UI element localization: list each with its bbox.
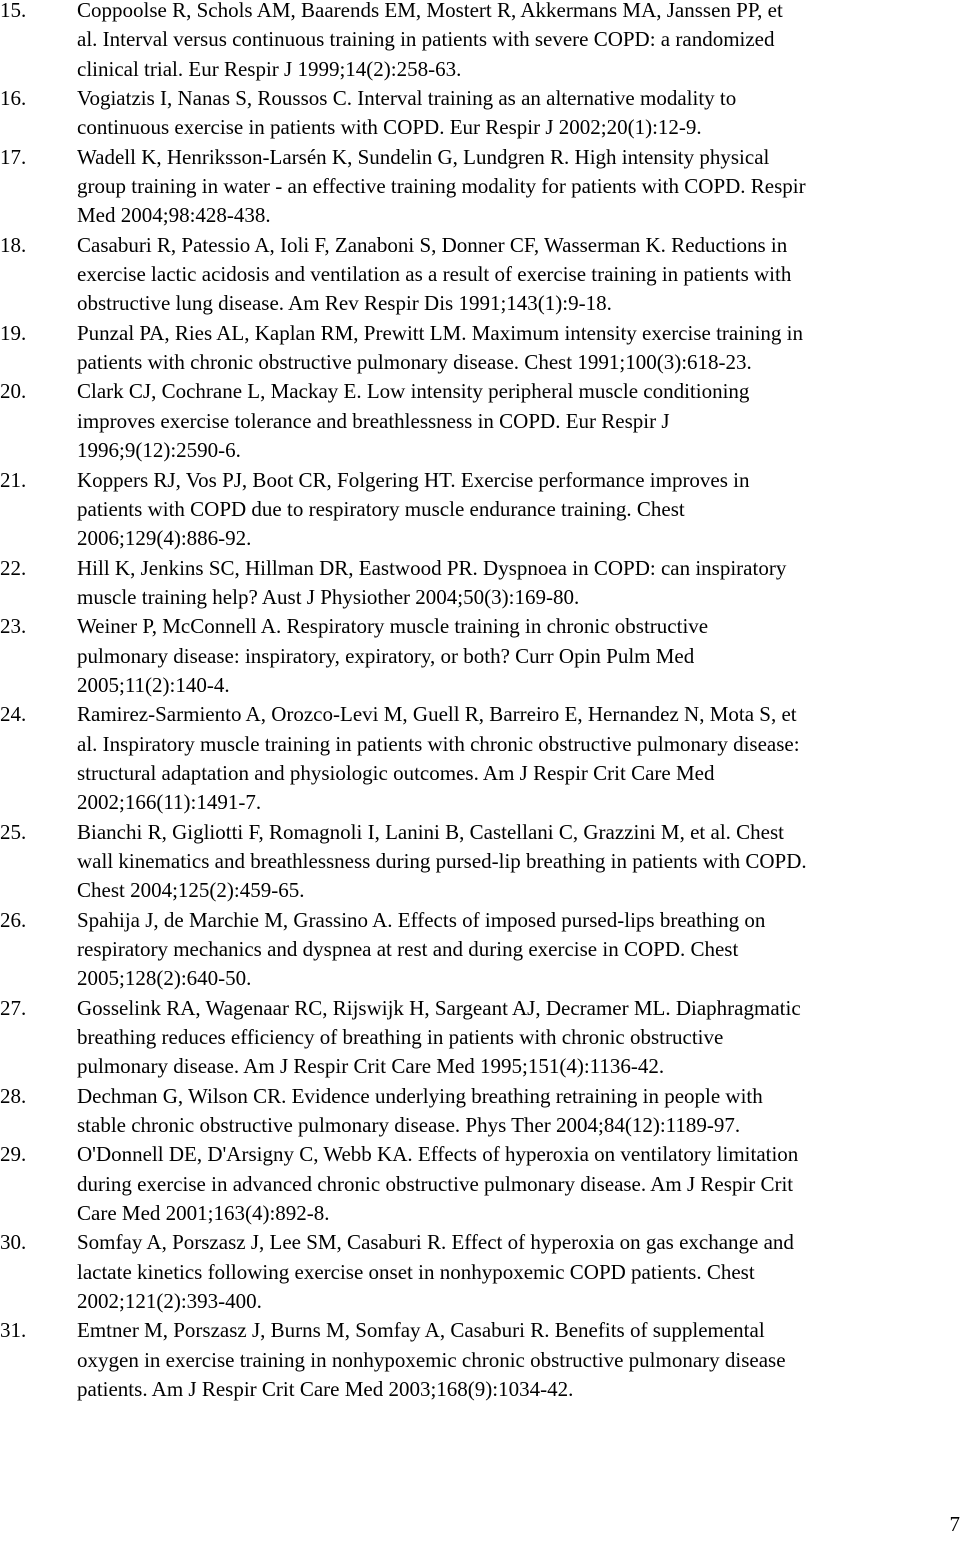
reference-number: 23. (0, 614, 27, 639)
reference-line: Spahija J, de Marchie M, Grassino A. Effects of imposed pursed-lips breathing on (77, 907, 766, 932)
reference-line: Casaburi R, Patessio A, Ioli F, Zanaboni S, Donner CF, Wasserman K. Reductions in (77, 232, 788, 257)
reference-text (77, 466, 960, 554)
reference-line: 2002;121(2):393-400. (77, 1289, 262, 1314)
reference-item-24 (0, 700, 960, 817)
reference-item-28 (0, 1082, 960, 1141)
reference-text (77, 612, 960, 700)
reference-line: Care Med 2001;163(4):892-8. (77, 1201, 330, 1226)
reference-line: Coppoolse R, Schols AM, Baarends EM, Mostert R, Akkermans MA, Janssen PP, et (77, 0, 783, 22)
reference-number: 30. (0, 1230, 27, 1255)
reference-line: continuous exercise in patients with COPD. Eur Respir J 2002;20(1):12-9. (77, 115, 702, 140)
reference-item-25 (0, 818, 960, 906)
reference-number: 26. (0, 907, 27, 932)
reference-line: Emtner M, Porszasz J, Burns M, Somfay A, Casaburi R. Benefits of supplemental (77, 1318, 765, 1343)
reference-item-16 (0, 84, 960, 143)
reference-line: clinical trial. Eur Respir J 1999;14(2):258-63. (77, 56, 462, 81)
reference-line: Chest 2004;125(2):459-65. (77, 878, 305, 903)
reference-item-15 (0, 0, 960, 84)
reference-line: Med 2004;98:428-438. (77, 203, 271, 228)
reference-line: structural adaptation and physiologic outcomes. Am J Respir Crit Care Med (77, 760, 715, 785)
reference-line: Somfay A, Porszasz J, Lee SM, Casaburi R. Effect of hyperoxia on gas exchange and (77, 1230, 794, 1255)
reference-item-27 (0, 994, 960, 1082)
reference-number: 31. (0, 1318, 27, 1343)
reference-number: 28. (0, 1083, 27, 1108)
reference-text (77, 1082, 960, 1141)
reference-line: Vogiatzis I, Nanas S, Roussos C. Interval training as an alternative modality to (77, 86, 737, 111)
reference-line: during exercise in advanced chronic obstructive pulmonary disease. Am J Respir Crit (77, 1171, 794, 1196)
reference-item-29 (0, 1140, 960, 1228)
reference-text (77, 1140, 960, 1228)
reference-number: 20. (0, 379, 27, 404)
reference-item-18 (0, 231, 960, 319)
reference-text (77, 319, 960, 378)
reference-line: Koppers RJ, Vos PJ, Boot CR, Folgering HT. Exercise performance improves in (77, 467, 750, 492)
reference-line: patients. Am J Respir Crit Care Med 2003;168(9):1034-42. (77, 1377, 574, 1402)
reference-item-23 (0, 612, 960, 700)
reference-line: Wadell K, Henriksson-Larsén K, Sundelin G, Lundgren R. High intensity physical (77, 144, 770, 169)
reference-line: stable chronic obstructive pulmonary disease. Phys Ther 2004;84(12):1189-97. (77, 1113, 741, 1138)
page-number: 7 (949, 1512, 960, 1536)
reference-line: O'Donnell DE, D'Arsigny C, Webb KA. Effects of hyperoxia on ventilatory limitation (77, 1142, 799, 1167)
reference-line: patients with chronic obstructive pulmonary disease. Chest 1991;100(3):618-23. (77, 350, 752, 375)
reference-line: 2002;166(11):1491-7. (77, 790, 262, 815)
reference-text (77, 377, 960, 465)
reference-line: al. Inspiratory muscle training in patients with chronic obstructive pulmonary disease: (77, 731, 800, 756)
reference-line: Bianchi R, Gigliotti F, Romagnoli I, Lanini B, Castellani C, Grazzini M, et al. Chest (77, 819, 784, 844)
reference-item-19 (0, 319, 960, 378)
reference-text (77, 818, 960, 906)
reference-number: 15. (0, 0, 27, 22)
reference-number: 16. (0, 86, 27, 111)
reference-line: Hill K, Jenkins SC, Hillman DR, Eastwood PR. Dyspnoea in COPD: can inspiratory (77, 555, 787, 580)
reference-number: 25. (0, 819, 27, 844)
reference-text (77, 84, 960, 143)
reference-line: improves exercise tolerance and breathlessness in COPD. Eur Respir J (77, 408, 670, 433)
reference-line: patients with COPD due to respiratory muscle endurance training. Chest (77, 496, 685, 521)
reference-number: 21. (0, 467, 27, 492)
reference-line: pulmonary disease: inspiratory, expiratory, or both? Curr Opin Pulm Med (77, 643, 695, 668)
reference-item-21 (0, 466, 960, 554)
reference-line: exercise lactic acidosis and ventilation as a result of exercise training in patients with (77, 262, 792, 287)
reference-line: lactate kinetics following exercise onset in nonhypoxemic COPD patients. Chest (77, 1259, 755, 1284)
reference-line: Clark CJ, Cochrane L, Mackay E. Low intensity peripheral muscle conditioning (77, 379, 750, 404)
reference-line: Punzal PA, Ries AL, Kaplan RM, Prewitt LM. Maximum intensity exercise training in (77, 320, 803, 345)
reference-number: 27. (0, 995, 27, 1020)
reference-line: al. Interval versus continuous training in patients with severe COPD: a randomized (77, 27, 775, 52)
reference-line: group training in water - an effective training modality for patients with COPD. Respir (77, 174, 806, 199)
reference-item-17 (0, 143, 960, 231)
reference-line: obstructive lung disease. Am Rev Respir Dis 1991;143(1):9-18. (77, 291, 612, 316)
reference-item-22 (0, 554, 960, 613)
reference-item-30 (0, 1228, 960, 1316)
reference-line: oxygen in exercise training in nonhypoxemic chronic obstructive pulmonary disease (77, 1347, 786, 1372)
reference-number: 24. (0, 702, 27, 727)
reference-line: 1996;9(12):2590-6. (77, 438, 241, 463)
reference-number: 17. (0, 144, 27, 169)
reference-line: Dechman G, Wilson CR. Evidence underlying breathing retraining in people with (77, 1083, 763, 1108)
reference-item-20 (0, 377, 960, 465)
reference-line: pulmonary disease. Am J Respir Crit Care Med 1995;151(4):1136-42. (77, 1054, 665, 1079)
reference-line: respiratory mechanics and dyspnea at rest and during exercise in COPD. Chest (77, 937, 739, 961)
reference-number: 19. (0, 320, 27, 345)
reference-text (77, 231, 960, 319)
reference-item-26 (0, 906, 960, 994)
reference-number: 22. (0, 555, 27, 580)
reference-text (77, 0, 960, 84)
reference-text (77, 994, 960, 1082)
reference-text (77, 554, 960, 613)
reference-line: Gosselink RA, Wagenaar RC, Rijswijk H, Sargeant AJ, Decramer ML. Diaphragmatic (77, 995, 801, 1020)
reference-number: 29. (0, 1142, 27, 1167)
reference-line: 2005;11(2):140-4. (77, 672, 230, 697)
reference-number: 18. (0, 232, 27, 257)
reference-line: 2006;129(4):886-92. (77, 526, 252, 551)
reference-line: 2005;128(2):640-50. (77, 966, 252, 991)
reference-text (77, 143, 960, 231)
reference-text (77, 700, 960, 817)
reference-line: wall kinematics and breathlessness during pursed-lip breathing in patients with COPD. (77, 848, 807, 873)
reference-line: breathing reduces efficiency of breathing in patients with chronic obstructive (77, 1025, 724, 1050)
reference-line: Ramirez-Sarmiento A, Orozco-Levi M, Guell R, Barreiro E, Hernandez N, Mota S, et (77, 702, 797, 727)
reference-line: muscle training help? Aust J Physiother 2004;50(3):169-80. (77, 584, 580, 609)
reference-text (77, 1228, 960, 1316)
reference-text (77, 906, 960, 994)
reference-line: Weiner P, McConnell A. Respiratory muscle training in chronic obstructive (77, 614, 709, 639)
reference-text (77, 1316, 960, 1404)
reference-item-31 (0, 1316, 960, 1404)
